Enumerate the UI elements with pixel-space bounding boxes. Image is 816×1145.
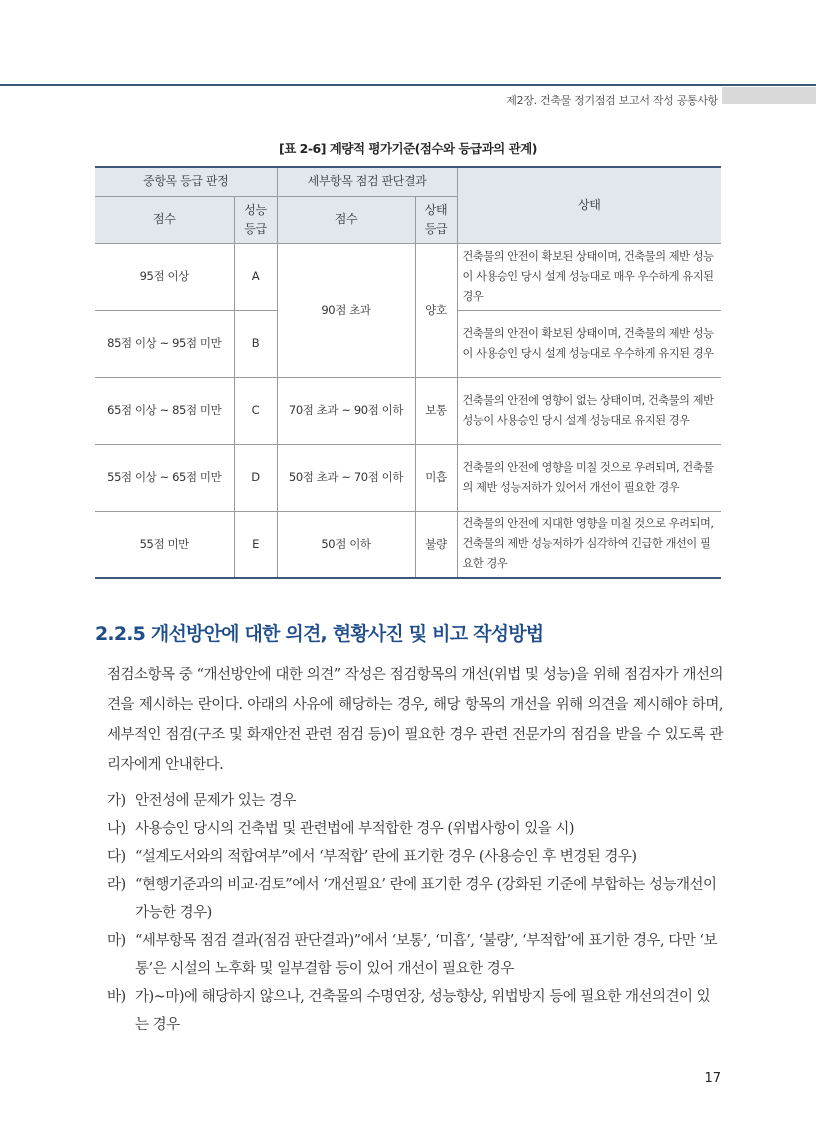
header-detail-score: 점수 (277, 196, 415, 243)
state-description-cell: 건축물의 안전에 영향을 미칠 것으로 우려되며, 건축물의 제반 성능저하가 있어서 개선이 필요한 경우 (457, 444, 721, 511)
header-performance-grade: 성능 등급 (234, 196, 277, 243)
detail-score-cell: 90점 초과 (277, 243, 415, 377)
list-item (107, 871, 723, 927)
header-score: 점수 (95, 196, 234, 243)
list-marker: 나) (107, 821, 126, 837)
state-description-cell: 건축물의 안전에 지대한 영향을 미칠 것으로 우려되며, 건축물의 제반 성능저하가 심각하여 긴급한 개선이 필요한 경우 (457, 511, 721, 578)
state-description-cell: 건축물의 안전이 확보된 상태이며, 건축물의 제반 성능이 사용승인 당시 설계 성능대로 우수하게 유지된 경우 (457, 310, 721, 377)
grade-criteria-table (95, 166, 721, 579)
grade-cell: D (234, 444, 277, 511)
list-marker: 마) (107, 933, 126, 949)
list-item (107, 787, 723, 815)
list-item-text: 가)~마)에 해당하지 않으나, 건축물의 수명연장, 성능향상, 위법방지 등에 필요한 개선의견이 있는 경우 (135, 989, 711, 1033)
grade-cell: E (234, 511, 277, 578)
score-cell: 65점 이상 ~ 85점 미만 (95, 377, 234, 444)
grade-cell: C (234, 377, 277, 444)
header-state: 상태 (457, 167, 721, 243)
list-item-text: 안전성에 문제가 있는 경우 (135, 793, 296, 809)
detail-score-cell: 50점 초과 ~ 70점 이하 (277, 444, 415, 511)
list-item (107, 843, 723, 871)
score-cell: 55점 미만 (95, 511, 234, 578)
page-number: 17 (704, 1071, 721, 1086)
table-row (95, 243, 721, 310)
state-grade-cell: 보통 (415, 377, 457, 444)
header-group-detail-result: 세부항목 점검 판단결과 (277, 167, 457, 196)
header-accent-bar (722, 87, 816, 104)
list-marker: 라) (107, 877, 126, 893)
state-grade-cell: 미흡 (415, 444, 457, 511)
score-cell: 85점 이상 ~ 95점 미만 (95, 310, 234, 377)
table-row (95, 377, 721, 444)
running-title: 제2장. 건축물 정기점검 보고서 작성 공통사항 (506, 94, 718, 107)
list-marker: 다) (107, 849, 126, 865)
detail-score-cell: 50점 이하 (277, 511, 415, 578)
grade-cell: B (234, 310, 277, 377)
header-state-grade: 상태 등급 (415, 196, 457, 243)
list-marker: 가) (107, 793, 126, 809)
header-rule (0, 84, 816, 86)
detail-score-cell: 70점 초과 ~ 90점 이하 (277, 377, 415, 444)
grade-cell: A (234, 243, 277, 310)
list-item (107, 983, 723, 1039)
list-marker: 바) (107, 989, 126, 1005)
state-description-cell: 건축물의 안전이 확보된 상태이며, 건축물의 제반 성능이 사용승인 당시 설계 성능대로 매우 우수하게 유지된 경우 (457, 243, 721, 310)
state-grade-cell: 불량 (415, 511, 457, 578)
list-item-text: “현행기준과의 비교·검토”에서 ‘개선필요’ 란에 표기한 경우 (강화된 기준에 부합하는 성능개선이 가능한 경우) (135, 877, 717, 921)
body-paragraph: 점검소항목 중 “개선방안에 대한 의견” 작성은 점검항목의 개선(위법 및 성능)을 위해 점검자가 개선의견을 제시하는 란이다. 아래의 사유에 해당하는 경우, 해당 항목의 개선을 위해 의견을 제시해야 하며, 세부적인 점검(구조 및 화재안전 관련 점검 등)이 필요한 경우 관련 전문가의 점검을 받을 수 있도록 관리자에게 안내한다. (107, 667, 723, 773)
list-item-text: “설계도서와의 적합여부”에서 ‘부적합’ 란에 표기한 경우 (사용승인 후 변경된 경우) (135, 849, 637, 865)
state-description-cell: 건축물의 안전에 영향이 없는 상태이며, 건축물의 제반 성능이 사용승인 당시 설계 성능대로 유지된 경우 (457, 377, 721, 444)
list-item-text: 사용승인 당시의 건축법 및 관련법에 부적합한 경우 (위법사항이 있을 시) (135, 821, 574, 837)
list-item (107, 815, 723, 843)
table-caption: [표 2-6] 계량적 평가기준(점수와 등급과의 관계) (279, 141, 537, 156)
score-cell: 55점 이상 ~ 65점 미만 (95, 444, 234, 511)
list-item (107, 927, 723, 983)
table-row (95, 444, 721, 511)
improvement-case-list (107, 787, 723, 1039)
state-grade-cell: 양호 (415, 243, 457, 377)
score-cell: 95점 이상 (95, 243, 234, 310)
table-row (95, 511, 721, 578)
section-heading: 2.2.5 개선방안에 대한 의견, 현황사진 및 비고 작성방법 (95, 623, 544, 645)
header-group-item-grade: 중항목 등급 판정 (95, 167, 277, 196)
list-item-text: “세부항목 점검 결과(점검 판단결과)”에서 ‘보통’, ‘미흡’, ‘불량’, ‘부적합’에 표기한 경우, 다만 ‘보통’은 시설의 노후화 및 일부결함 등이 있어 개선이 필요한 경우 (135, 933, 717, 977)
